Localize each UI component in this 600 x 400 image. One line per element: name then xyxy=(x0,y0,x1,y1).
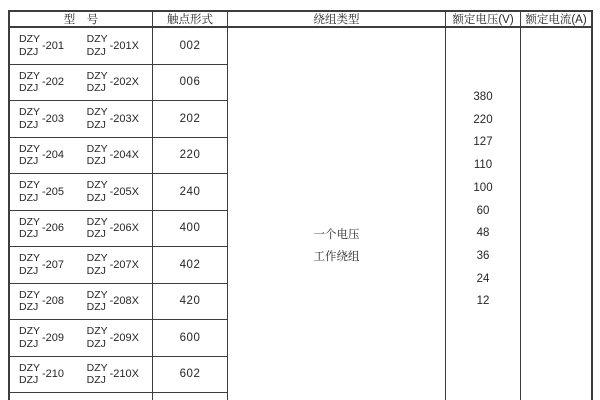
model-cell xyxy=(10,211,153,247)
winding-type-line: 一个电压 xyxy=(313,229,360,241)
table-header-row xyxy=(10,12,591,28)
model-cell xyxy=(10,393,153,400)
series-stack xyxy=(19,106,40,131)
series-label: DZY xyxy=(86,361,108,374)
series-label: DZJ xyxy=(86,191,106,204)
model-variant-base xyxy=(19,179,64,204)
voltage-value: 380 xyxy=(473,91,493,103)
rated-voltage-cell xyxy=(446,28,521,400)
model-variant-x xyxy=(87,106,139,131)
voltage-value: 48 xyxy=(476,227,490,240)
series-label: DZY xyxy=(86,179,108,192)
series-label: DZJ xyxy=(19,155,39,168)
series-label: DZJ xyxy=(19,264,39,277)
series-label: DZJ xyxy=(19,337,39,350)
model-suffix: -202 xyxy=(42,76,65,89)
series-label: DZJ xyxy=(19,301,39,314)
model-suffix: -203 xyxy=(42,112,65,125)
model-suffix: -207 xyxy=(42,258,65,271)
series-label: DZY xyxy=(19,106,40,119)
relay-spec-table xyxy=(8,10,593,400)
series-stack xyxy=(19,179,40,204)
series-label: DZY xyxy=(19,179,40,192)
series-label: DZJ xyxy=(86,82,106,95)
series-label: DZJ xyxy=(86,228,106,241)
contact-form-cell: 202 xyxy=(153,101,228,137)
contact-form-cell: 400 xyxy=(153,211,228,247)
contact-form-cell: 220 xyxy=(153,138,228,174)
header-model: 型 号 xyxy=(10,12,153,26)
table-row xyxy=(10,211,228,248)
model-suffix: -205X xyxy=(109,185,139,198)
series-label: DZJ xyxy=(86,45,106,58)
header-winding-type: 绕组类型 xyxy=(228,12,446,26)
series-stack xyxy=(19,33,40,58)
series-label: DZY xyxy=(19,215,40,228)
model-variant-base xyxy=(19,325,64,350)
series-label: DZY xyxy=(86,325,108,338)
model-suffix: -201X xyxy=(109,39,139,52)
model-suffix: -207X xyxy=(109,258,139,271)
model-cell xyxy=(10,284,153,320)
model-suffix: -210 xyxy=(42,368,65,381)
model-variant-base xyxy=(19,362,64,387)
model-variant-x xyxy=(87,33,139,58)
series-stack xyxy=(87,289,108,314)
series-stack xyxy=(19,289,40,314)
winding-type-cell xyxy=(228,28,446,400)
model-suffix: -206X xyxy=(109,222,139,235)
winding-type-line: 工作绕组 xyxy=(313,251,360,263)
contact-form-cell: 600 xyxy=(153,320,228,356)
contact-form-cell: 402 xyxy=(153,247,228,283)
contact-form-cell: 006 xyxy=(153,65,228,101)
model-variant-base xyxy=(19,143,64,168)
table-row xyxy=(10,247,228,284)
model-variant-base xyxy=(19,252,64,277)
model-variant-base xyxy=(19,33,64,58)
model-suffix: -204 xyxy=(42,149,65,162)
series-label: DZJ xyxy=(19,191,39,204)
series-label: DZJ xyxy=(86,374,106,387)
series-label: DZY xyxy=(19,33,40,46)
series-stack xyxy=(87,179,108,204)
table-row xyxy=(10,357,228,394)
model-cell xyxy=(10,101,153,137)
rated-current-cell xyxy=(521,28,591,400)
series-label: DZY xyxy=(86,288,108,301)
rated-voltage-list xyxy=(446,86,520,313)
model-cell xyxy=(10,247,153,283)
series-label: DZJ xyxy=(86,155,106,168)
model-variant-x xyxy=(87,143,139,168)
series-stack xyxy=(87,70,108,95)
series-label: DZJ xyxy=(86,118,106,131)
series-label: DZY xyxy=(19,252,40,265)
table-row xyxy=(10,138,228,175)
series-label: DZY xyxy=(86,106,108,119)
model-cell xyxy=(10,320,153,356)
series-label: DZJ xyxy=(86,337,106,350)
model-variant-x xyxy=(87,325,139,350)
voltage-value: 60 xyxy=(476,204,490,217)
series-label: DZY xyxy=(19,288,40,301)
table-row xyxy=(10,284,228,321)
model-contact-rows xyxy=(10,28,228,400)
model-cell xyxy=(10,28,153,64)
series-label: DZY xyxy=(86,252,108,265)
model-suffix: -205 xyxy=(42,185,65,198)
contact-form-cell: 002 xyxy=(153,28,228,64)
series-stack xyxy=(19,252,40,277)
header-rated-voltage: 额定电压(V) xyxy=(446,12,521,26)
voltage-value: 127 xyxy=(473,136,493,149)
series-stack xyxy=(87,33,108,58)
table-row xyxy=(10,28,228,65)
header-rated-current: 额定电流(A) xyxy=(525,14,587,26)
series-stack xyxy=(19,362,40,387)
series-label: DZJ xyxy=(19,82,39,95)
series-label: DZY xyxy=(86,142,108,155)
model-cell xyxy=(10,138,153,174)
model-suffix: -210X xyxy=(109,368,139,381)
model-variant-base xyxy=(19,106,64,131)
series-label: DZJ xyxy=(19,45,39,58)
model-variant-x xyxy=(87,362,139,387)
table-row xyxy=(10,320,228,357)
model-variant-x xyxy=(87,252,139,277)
model-cell xyxy=(10,174,153,210)
contact-form-cell xyxy=(153,393,228,400)
model-suffix: -203X xyxy=(109,112,139,125)
model-suffix: -209X xyxy=(109,331,139,344)
series-stack xyxy=(19,216,40,241)
series-label: DZJ xyxy=(86,264,106,277)
series-stack xyxy=(19,143,40,168)
series-label: DZY xyxy=(86,69,108,82)
contact-form-cell: 420 xyxy=(153,284,228,320)
table-row-partial xyxy=(10,393,228,400)
model-suffix: -209 xyxy=(42,331,65,344)
series-stack xyxy=(87,362,108,387)
series-stack xyxy=(87,216,108,241)
series-stack xyxy=(19,70,40,95)
table-row xyxy=(10,101,228,138)
series-label: DZY xyxy=(19,361,40,374)
series-label: DZY xyxy=(19,325,40,338)
series-label: DZJ xyxy=(19,118,39,131)
series-stack xyxy=(87,106,108,131)
series-stack xyxy=(87,325,108,350)
voltage-value: 12 xyxy=(476,295,490,308)
series-label: DZJ xyxy=(19,374,39,387)
model-cell xyxy=(10,357,153,393)
series-label: DZJ xyxy=(86,301,106,314)
model-variant-x xyxy=(87,70,139,95)
table-row xyxy=(10,65,228,102)
model-suffix: -206 xyxy=(42,222,65,235)
series-label: DZY xyxy=(86,33,108,46)
series-stack xyxy=(19,325,40,350)
table-row xyxy=(10,174,228,211)
contact-form-cell: 240 xyxy=(153,174,228,210)
series-label: DZY xyxy=(19,69,40,82)
model-variant-base xyxy=(19,216,64,241)
model-suffix: -202X xyxy=(109,76,139,89)
model-suffix: -201 xyxy=(42,39,65,52)
voltage-value: 220 xyxy=(473,113,493,126)
model-suffix: -208 xyxy=(42,295,65,308)
voltage-value: 36 xyxy=(476,249,490,262)
model-variant-x xyxy=(87,289,139,314)
contact-form-cell: 602 xyxy=(153,357,228,393)
header-contact-form: 触点形式 xyxy=(153,12,228,26)
model-suffix: -204X xyxy=(109,149,139,162)
table-body xyxy=(10,28,591,400)
series-stack xyxy=(87,252,108,277)
voltage-value: 110 xyxy=(473,159,493,172)
model-variant-x xyxy=(87,179,139,204)
series-label: DZY xyxy=(19,142,40,155)
model-variant-base xyxy=(19,289,64,314)
model-variant-base xyxy=(19,70,64,95)
model-variant-x xyxy=(87,216,139,241)
series-label: DZJ xyxy=(19,228,39,241)
voltage-value: 24 xyxy=(476,272,490,285)
voltage-value: 100 xyxy=(473,181,493,194)
model-cell xyxy=(10,65,153,101)
series-label: DZY xyxy=(86,215,108,228)
series-stack xyxy=(87,143,108,168)
model-suffix: -208X xyxy=(109,295,139,308)
winding-type-text xyxy=(228,224,445,268)
